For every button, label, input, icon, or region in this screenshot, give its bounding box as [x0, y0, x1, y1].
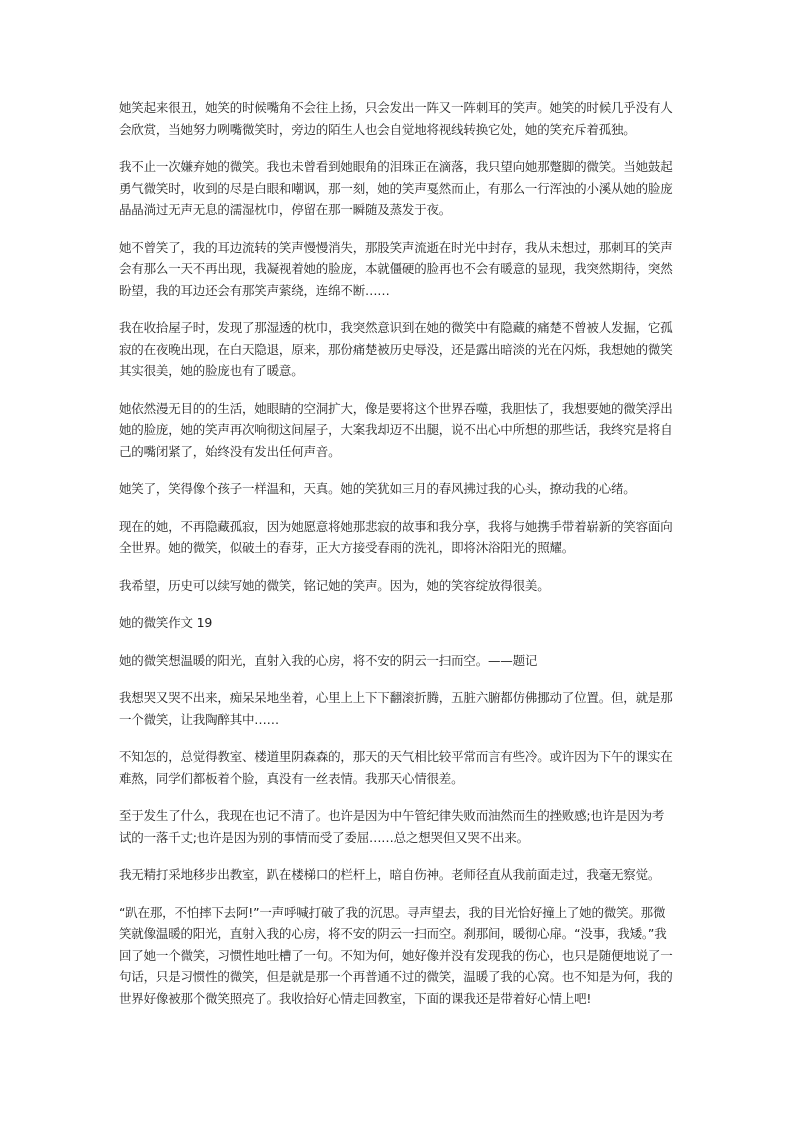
paragraph: 她依然漫无目的的生活，她眼睛的空洞扩大，像是要将这个世界吞噬，我胆怯了，我想要她的微笑浮出她的脸庞，她的笑声再次响彻这间屋子，大案我却迈不出腿，说不出心中所想的那些话，我终究是将自己的嘴闭紧了，始终没有发出任何声音。 [119, 400, 673, 459]
paragraph: 我希望，历史可以续写她的微笑，铭记她的笑声。因为，她的笑容绽放得很美。 [119, 577, 550, 593]
paragraph: 她不曾笑了，我的耳边流转的笑声慢慢消失，那股笑声流逝在时光中封存，我从未想过，那刺耳的笑声会有那么一天不再出现，我凝视着她的脸庞，本就僵硬的脸再也不会有暖意的显现，我突然期待，突然盼望，我的耳边还会有那笑声萦绕，连绵不断…… [119, 239, 673, 298]
paragraph: 我在收拾屋子时，发现了那湿透的枕巾，我突然意识到在她的微笑中有隐藏的痛楚不曾被人发掘，它孤寂的在夜晚出现，在白天隐退，原来，那份痛楚被历史辱没，还是露出暗淡的光在闪烁，我想她的微笑其实很美，她的脸庞也有了暖意。 [119, 320, 673, 378]
paragraph: 她笑了，笑得像个孩子一样温和，天真。她的笑犹如三月的春风拂过我的心头，撩动我的心绪。 [119, 481, 636, 496]
paragraph: “趴在那，不怕摔下去阿!”一声呼喊打破了我的沉思。寻声望去，我的目光恰好撞上了她的微笑。那微笑就像温暖的阳光，直射入我的心房，将不安的阴云一扫而空。刹那间，暖彻心扉。“没事，我矮。”我回了她一个微笑，习惯性地吐槽了一句。不知为何，她好像并没有发现我的伤心，也只是随便地说了一句话，只是习惯性的微笑，但是就是那一个再普通不过的微笑，温暖了我的心窝。也不知是为何，我的世界好像被那个微笑照亮了。我收拾好心情走回教室，下面的课我还是带着好心情上吧! [119, 904, 673, 1006]
paragraph: 她笑起来很丑，她笑的时候嘴角不会往上扬，只会发出一阵又一阵刺耳的笑声。她笑的时候几乎没有人会欣赏，当她努力咧嘴微笑时，旁边的陌生人也会自觉地将视线转换它处，她的笑充斥着孤独。 [119, 100, 673, 137]
paragraph: 现在的她，不再隐藏孤寂，因为她愿意将她那悲寂的故事和我分享，我将与她携手带着崭新的笑容面向全世界。她的微笑，似破土的春芽，正大方接受春雨的洗礼，即将沐浴阳光的照耀。 [119, 518, 673, 555]
epigraph: 她的微笑想温暖的阳光，直射入我的心房，将不安的阴云一扫而空。——题记 [119, 652, 538, 668]
paragraph: 我想哭又哭不出来，痴呆呆地坐着，心里上上下下翻滚折腾，五脏六腑都仿佛挪动了位置。但，就是那一个微笑，让我陶醉其中…… [119, 690, 673, 727]
section-title: 她的微笑作文 19 [119, 615, 213, 630]
paragraph: 我无精打采地移步出教室，趴在楼梯口的栏杆上，暗自伤神。老师径直从我前面走过，我毫无察觉。 [119, 867, 661, 882]
document-body [119, 97, 675, 1025]
paragraph: 至于发生了什么，我现在也记不清了。也许是因为中午管纪律失败而油然而生的挫败感;也许是因为考试的一落千丈;也许是因为别的事情而受了委屈……总之想哭但又哭不出来。 [119, 808, 665, 845]
paragraph: 我不止一次嫌弃她的微笑。我也未曾看到她眼角的泪珠正在滴落，我只望向她那蹩脚的微笑。当她鼓起勇气微笑时，收到的尽是白眼和嘲讽，那一刻，她的笑声戛然而止，有那么一行浑浊的小溪从她的脸庞晶晶淌过无声无息的濡湿枕巾，停留在那一瞬随及蒸发于夜。 [119, 159, 673, 217]
paragraph: 不知怎的，总觉得教室、楼道里阴森森的，那天的天气相比较平常而言有些冷。或许因为下午的课实在难熬，同学们都板着个脸，真没有一丝表情。我那天心情很差。 [119, 749, 673, 786]
